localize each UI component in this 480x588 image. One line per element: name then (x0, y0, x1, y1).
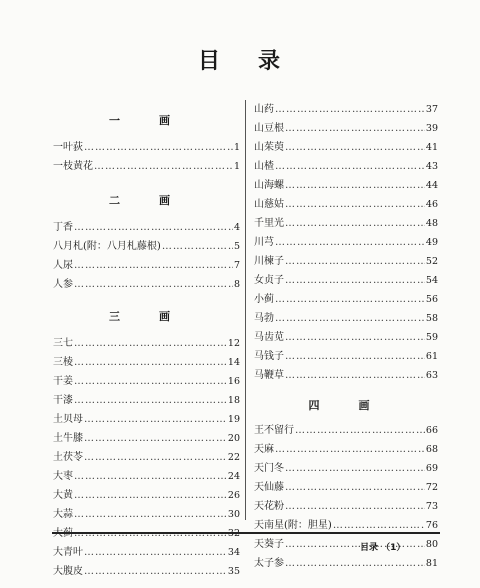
leader-dots (74, 505, 227, 524)
toc-entry (254, 478, 438, 497)
toc-entry (53, 157, 240, 176)
entry-page-number: 30 (227, 509, 240, 520)
leader-dots (275, 157, 425, 176)
toc-entry (53, 237, 240, 256)
toc-entry (53, 429, 240, 448)
entry-name: 马钱子 (254, 351, 284, 362)
entry-name: 干漆 (53, 395, 73, 406)
entry-name: 小蓟 (254, 294, 274, 305)
toc-entry (254, 440, 438, 459)
entry-name: 大黄 (53, 490, 73, 501)
toc-entry (53, 218, 240, 237)
entry-name: 一枝黄花 (53, 161, 93, 172)
toc-entry (254, 271, 438, 290)
toc-entry (254, 421, 438, 440)
entry-name: 天花粉 (254, 501, 284, 512)
entry-page-number: 1 (233, 142, 240, 153)
entry-name: 川芎 (254, 237, 274, 248)
entry-name: 天葵子 (254, 539, 284, 550)
entry-page-number: 49 (425, 237, 438, 248)
entry-page-number: 59 (425, 332, 438, 343)
toc-entry (53, 448, 240, 467)
entry-name: 土茯苓 (53, 452, 83, 463)
page-footer: 目录 （1） (360, 543, 406, 553)
entry-page-number: 14 (227, 357, 240, 368)
toc-entry (254, 100, 438, 119)
toc-entry (53, 353, 240, 372)
toc-entry (254, 119, 438, 138)
section-header: 四 画 (308, 399, 384, 412)
toc-entry (254, 290, 438, 309)
leader-dots (285, 554, 425, 573)
leader-dots (285, 176, 425, 195)
entry-name: 马勃 (254, 313, 274, 324)
entry-page-number: 80 (425, 539, 438, 550)
toc-entry (254, 366, 438, 385)
entry-name: 天门冬 (254, 463, 284, 474)
left-column (53, 100, 240, 581)
leader-dots (275, 440, 425, 459)
entry-page-number: 69 (425, 463, 438, 474)
leader-dots (285, 119, 425, 138)
section-header: 二 画 (109, 194, 184, 207)
entry-page-number: 34 (227, 547, 240, 558)
entry-page-number: 16 (227, 376, 240, 387)
column-divider (245, 100, 246, 520)
toc-entry (254, 535, 438, 554)
title-char-1: 目 (197, 49, 222, 74)
leader-dots (84, 429, 227, 448)
toc-entry (53, 467, 240, 486)
leader-dots (74, 486, 227, 505)
footer-rule (52, 532, 440, 534)
leader-dots (285, 347, 425, 366)
entry-page-number: 43 (425, 161, 438, 172)
entry-page-number: 4 (233, 222, 240, 233)
leader-dots (74, 256, 233, 275)
page-title (0, 44, 480, 75)
toc-entry (254, 459, 438, 478)
entry-page-number: 56 (425, 294, 438, 305)
entry-page-number: 26 (227, 490, 240, 501)
toc-entry (53, 505, 240, 524)
leader-dots (295, 421, 425, 440)
leader-dots (285, 138, 425, 157)
title-char-2: 录 (258, 49, 283, 74)
entry-name: 三七 (53, 338, 73, 349)
entry-name: 天麻 (254, 444, 274, 455)
leader-dots (94, 157, 233, 176)
leader-dots (74, 467, 227, 486)
entry-name: 山药 (254, 104, 274, 115)
leader-dots (74, 372, 227, 391)
entry-page-number: 76 (425, 520, 438, 531)
toc-entry (254, 214, 438, 233)
entry-page-number: 5 (233, 241, 240, 252)
entry-name: 丁香 (53, 222, 73, 233)
entry-name: 人参 (53, 279, 73, 290)
toc-entry (254, 328, 438, 347)
toc-entry (254, 309, 438, 328)
entry-name: 马鞭草 (254, 370, 284, 381)
leader-dots (285, 271, 425, 290)
entry-page-number: 12 (227, 338, 240, 349)
leader-dots (285, 497, 425, 516)
leader-dots (84, 410, 227, 429)
right-column (254, 100, 438, 573)
entry-page-number: 52 (425, 256, 438, 267)
leader-dots (285, 328, 425, 347)
entry-page-number: 72 (425, 482, 438, 493)
entry-name: 天仙藤 (254, 482, 284, 493)
leader-dots (285, 366, 425, 385)
entry-page-number: 58 (425, 313, 438, 324)
entry-page-number: 48 (425, 218, 438, 229)
entry-page-number: 73 (425, 501, 438, 512)
entry-page-number: 66 (425, 425, 438, 436)
entry-page-number: 39 (425, 123, 438, 134)
entry-name: 山慈姑 (254, 199, 284, 210)
entry-name: 川楝子 (254, 256, 284, 267)
entry-name: 八月札(附：八月札藤根) (53, 241, 161, 252)
entry-name: 三棱 (53, 357, 73, 368)
toc-entry (254, 252, 438, 271)
toc-entry (53, 372, 240, 391)
toc-entry (254, 138, 438, 157)
leader-dots (285, 478, 425, 497)
toc-entry (254, 195, 438, 214)
entry-name: 土贝母 (53, 414, 83, 425)
entry-page-number: 7 (233, 260, 240, 271)
entry-name: 大青叶 (53, 547, 83, 558)
entry-name: 山楂 (254, 161, 274, 172)
entry-page-number: 61 (425, 351, 438, 362)
entry-page-number: 54 (425, 275, 438, 286)
toc-entry (254, 176, 438, 195)
leader-dots (84, 562, 227, 581)
toc-entry (53, 256, 240, 275)
toc-entry (254, 554, 438, 573)
entry-name: 土牛膝 (53, 433, 83, 444)
entry-name: 山豆根 (254, 123, 284, 134)
entry-page-number: 1 (233, 161, 240, 172)
leader-dots (84, 543, 227, 562)
leader-dots (285, 252, 425, 271)
entry-name: 太子参 (254, 558, 284, 569)
leader-dots (275, 309, 425, 328)
toc-entry (53, 138, 240, 157)
entry-page-number: 37 (425, 104, 438, 115)
entry-name: 马齿苋 (254, 332, 284, 343)
entry-name: 大蒜 (53, 509, 73, 520)
entry-page-number: 44 (425, 180, 438, 191)
entry-name: 山海螺 (254, 180, 284, 191)
leader-dots (275, 233, 425, 252)
toc-entry (53, 543, 240, 562)
toc-entry (53, 334, 240, 353)
entry-page-number: 19 (227, 414, 240, 425)
entry-page-number: 22 (227, 452, 240, 463)
leader-dots (84, 448, 227, 467)
toc-entry (254, 157, 438, 176)
toc-entry (53, 391, 240, 410)
leader-dots (84, 138, 233, 157)
toc-entry (53, 275, 240, 294)
entry-name: 一叶荻 (53, 142, 83, 153)
toc-entry (53, 410, 240, 429)
toc-entry (254, 497, 438, 516)
leader-dots (285, 195, 425, 214)
entry-page-number: 35 (227, 566, 240, 577)
leader-dots (285, 459, 425, 478)
entry-name: 大枣 (53, 471, 73, 482)
entry-name: 人尿 (53, 260, 73, 271)
leader-dots (285, 214, 425, 233)
entry-page-number: 8 (233, 279, 240, 290)
leader-dots (74, 391, 227, 410)
entry-name: 女贞子 (254, 275, 284, 286)
entry-name: 千里光 (254, 218, 284, 229)
toc-entry (53, 562, 240, 581)
entry-page-number: 18 (227, 395, 240, 406)
leader-dots (74, 353, 227, 372)
leader-dots (275, 100, 425, 119)
toc-entry (254, 233, 438, 252)
entry-page-number: 68 (425, 444, 438, 455)
leader-dots (74, 275, 233, 294)
entry-name: 天南星(附：胆星) (254, 520, 332, 531)
entry-page-number: 41 (425, 142, 438, 153)
leader-dots (74, 334, 227, 353)
leader-dots (275, 290, 425, 309)
leader-dots (74, 218, 233, 237)
entry-page-number: 46 (425, 199, 438, 210)
entry-name: 大腹皮 (53, 566, 83, 577)
entry-page-number: 63 (425, 370, 438, 381)
toc-entry (53, 486, 240, 505)
entry-page-number: 81 (425, 558, 438, 569)
entry-name: 王不留行 (254, 425, 294, 436)
entry-name: 山茱萸 (254, 142, 284, 153)
section-header: 三 画 (109, 310, 184, 323)
section-header: 一 画 (109, 114, 184, 127)
entry-page-number: 24 (227, 471, 240, 482)
entry-page-number: 20 (227, 433, 240, 444)
toc-entry (254, 347, 438, 366)
leader-dots (162, 237, 233, 256)
entry-name: 干姜 (53, 376, 73, 387)
